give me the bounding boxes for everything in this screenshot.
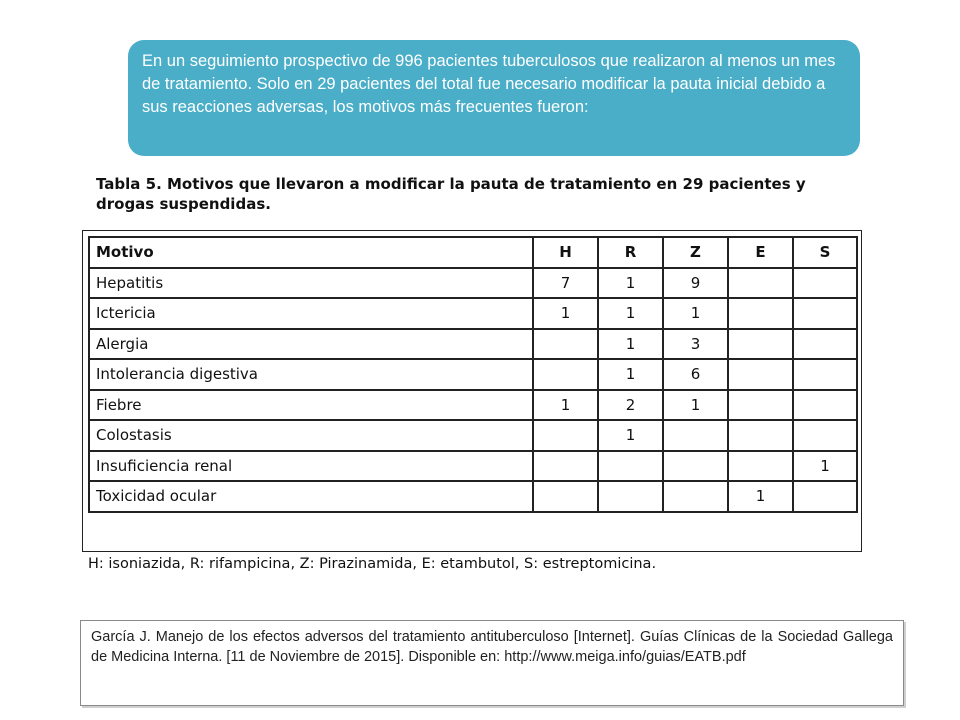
cell-z: [663, 451, 728, 482]
cell-e: [728, 451, 793, 482]
table-row: [89, 481, 857, 512]
cell-motivo: Alergia: [89, 329, 533, 360]
cell-motivo: Hepatitis: [89, 268, 533, 299]
table-row: [89, 359, 857, 390]
cell-h: [533, 329, 598, 360]
cell-r: 1: [598, 298, 663, 329]
table-row: [89, 451, 857, 482]
table-row: [89, 329, 857, 360]
cell-z: 1: [663, 390, 728, 421]
header-e: E: [728, 237, 793, 268]
cell-s: [793, 390, 857, 421]
table-row: [89, 268, 857, 299]
table-header-row: [89, 237, 857, 268]
cell-e: [728, 359, 793, 390]
cell-r: [598, 451, 663, 482]
table-title: Tabla 5. Motivos que llevaron a modificar la pauta de tratamiento en 29 pacientes y drogas suspendidas.: [96, 175, 806, 213]
cell-z: [663, 420, 728, 451]
cell-r: 1: [598, 329, 663, 360]
cell-s: [793, 329, 857, 360]
header-motivo: Motivo: [89, 237, 533, 268]
cell-r: 1: [598, 359, 663, 390]
header-r: R: [598, 237, 663, 268]
cell-e: [728, 268, 793, 299]
motivos-table: [88, 236, 858, 513]
cell-z: 6: [663, 359, 728, 390]
cell-h: [533, 420, 598, 451]
cell-r: [598, 481, 663, 512]
cell-s: [793, 268, 857, 299]
intro-text: En un seguimiento prospectivo de 996 pacientes tuberculosos que realizaron al menos un mes de tratamiento. Solo en 29 pacientes del total fue necesario modificar la pauta inicial debido a sus reacciones adversas, los motivos más frecuentes fueron:: [142, 52, 836, 116]
header-z: Z: [663, 237, 728, 268]
cell-z: 9: [663, 268, 728, 299]
reference-text: García J. Manejo de los efectos adversos del tratamiento antituberculoso [Internet]. Guías Clínicas de la Sociedad Gallega de Medicina Interna. [11 de Noviembre de 2015]. Disponible en: http://www.meiga.info/guias/EATB.pdf: [91, 629, 893, 665]
cell-motivo: Intolerancia digestiva: [89, 359, 533, 390]
cell-r: 1: [598, 268, 663, 299]
drug-legend: H: isoniazida, R: rifampicina, Z: Pirazinamida, E: etambutol, S: estreptomicina.: [88, 556, 657, 572]
cell-h: 1: [533, 390, 598, 421]
intro-callout: [128, 40, 860, 156]
header-s: S: [793, 237, 857, 268]
cell-h: 7: [533, 268, 598, 299]
cell-motivo: Insuficiencia renal: [89, 451, 533, 482]
cell-e: [728, 390, 793, 421]
cell-h: 1: [533, 298, 598, 329]
cell-s: [793, 420, 857, 451]
cell-s: 1: [793, 451, 857, 482]
cell-z: [663, 481, 728, 512]
cell-h: [533, 451, 598, 482]
cell-e: [728, 420, 793, 451]
cell-motivo: Ictericia: [89, 298, 533, 329]
cell-s: [793, 298, 857, 329]
cell-e: [728, 298, 793, 329]
cell-e: 1: [728, 481, 793, 512]
cell-motivo: Colostasis: [89, 420, 533, 451]
cell-motivo: Fiebre: [89, 390, 533, 421]
cell-h: [533, 359, 598, 390]
reference-box: [80, 620, 904, 706]
cell-r: 2: [598, 390, 663, 421]
cell-e: [728, 329, 793, 360]
cell-h: [533, 481, 598, 512]
cell-motivo: Toxicidad ocular: [89, 481, 533, 512]
table-row: [89, 420, 857, 451]
cell-z: 3: [663, 329, 728, 360]
table-row: [89, 298, 857, 329]
header-h: H: [533, 237, 598, 268]
table-row: [89, 390, 857, 421]
cell-s: [793, 359, 857, 390]
cell-s: [793, 481, 857, 512]
cell-r: 1: [598, 420, 663, 451]
cell-z: 1: [663, 298, 728, 329]
